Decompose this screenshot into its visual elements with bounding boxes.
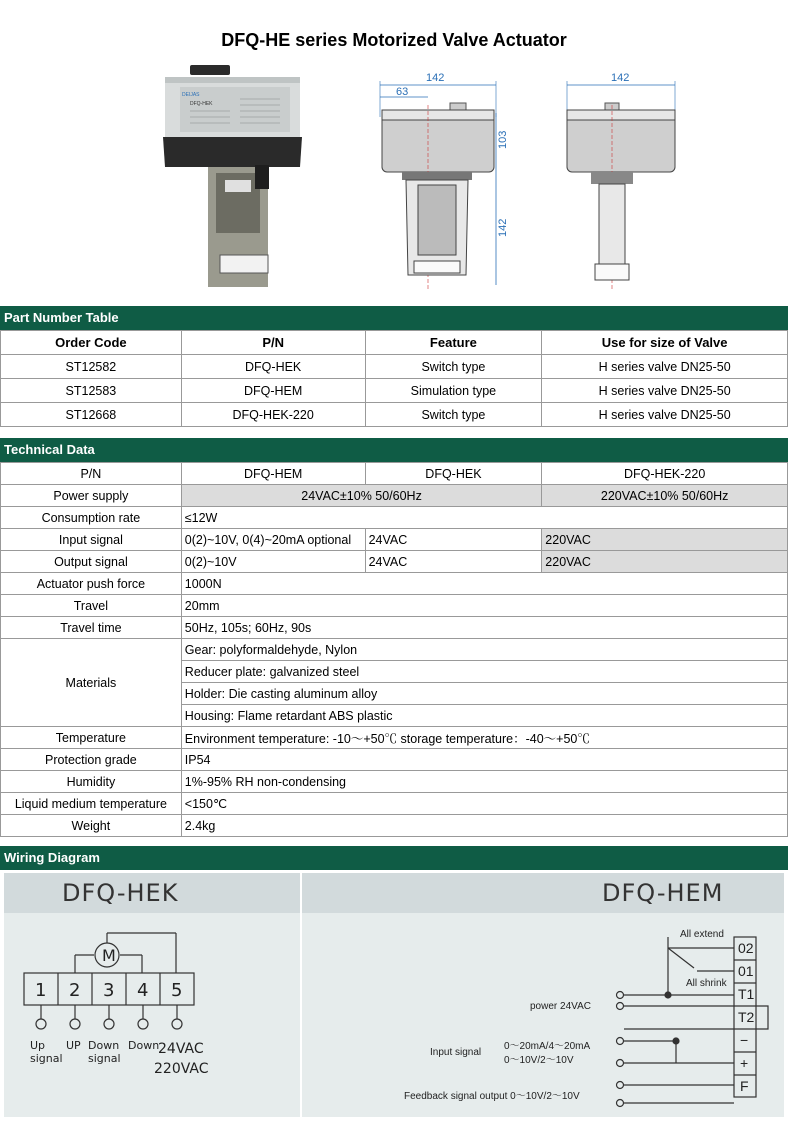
cell-valve-size: H series valve DN25-50: [542, 355, 788, 379]
material-item: Holder: Die casting aluminum alloy: [181, 683, 787, 705]
dim-stem-height: 142: [497, 218, 509, 237]
input-signal-hek-220: 220VAC: [542, 529, 788, 551]
terminal-1: 1: [35, 980, 47, 1001]
hem-terminal-plus: +: [740, 1055, 749, 1071]
hem-terminal-02: 02: [738, 940, 754, 956]
hem-wiring-schematic: [302, 913, 784, 1117]
output-signal-hek: 24VAC: [365, 551, 542, 573]
model-hek: DFQ-HEK: [365, 463, 542, 485]
row-label: Protection grade: [1, 749, 182, 771]
table-row: [1, 771, 788, 793]
side-dimension-drawing: [555, 65, 690, 290]
label-input-option-1: 0～20mA/4～20mA: [504, 1041, 591, 1052]
travel-value: 20mm: [181, 595, 787, 617]
cell-pn: DFQ-HEK-220: [181, 403, 365, 427]
hem-terminal-t1: T1: [738, 986, 755, 1002]
row-label: Consumption rate: [1, 507, 182, 529]
hem-terminal-minus: −: [740, 1032, 749, 1048]
table-row: [1, 379, 788, 403]
technical-section-title: Technical Data: [0, 438, 788, 462]
table-row: [1, 551, 788, 573]
row-label: Humidity: [1, 771, 182, 793]
liquid-temp-value: <150℃: [181, 793, 787, 815]
wiring-section-title: Wiring Diagram: [0, 846, 788, 870]
input-signal-hem: 0(2)~10V, 0(4)~20mA optional: [181, 529, 365, 551]
output-signal-hek-220: 220VAC: [542, 551, 788, 573]
table-header-row: [1, 331, 788, 355]
cell-valve-size: H series valve DN25-50: [542, 379, 788, 403]
cell-pn: DFQ-HEM: [181, 379, 365, 403]
label-all-shrink: All shrink: [686, 978, 727, 989]
table-row: [1, 485, 788, 507]
technical-data-table: [0, 462, 788, 837]
photo-model: DFQ-HEK: [190, 101, 213, 107]
label-up-signal-1: Up: [30, 1039, 46, 1052]
dim-side-width: 142: [611, 72, 630, 84]
row-label: P/N: [1, 463, 182, 485]
dim-body-height: 103: [497, 130, 509, 149]
temperature-value: Environment temperature: -10～+50℃ storage temperature：-40～+50℃: [181, 727, 787, 749]
part-number-section-title: Part Number Table: [0, 306, 788, 330]
cell-feature: Simulation type: [365, 379, 542, 403]
header-valve-size: Use for size of Valve: [542, 331, 788, 355]
material-item: Housing: Flame retardant ABS plastic: [181, 705, 787, 727]
travel-time-value: 50Hz, 105s; 60Hz, 90s: [181, 617, 787, 639]
cell-pn: DFQ-HEK: [181, 355, 365, 379]
row-label: Input signal: [1, 529, 182, 551]
row-label: Weight: [1, 815, 182, 837]
input-signal-hek: 24VAC: [365, 529, 542, 551]
table-row: [1, 595, 788, 617]
protection-value: IP54: [181, 749, 787, 771]
weight-value: 2.4kg: [181, 815, 787, 837]
terminal-3: 3: [103, 980, 115, 1001]
row-label: Output signal: [1, 551, 182, 573]
row-label: Actuator push force: [1, 573, 182, 595]
table-row: [1, 355, 788, 379]
table-row: [1, 727, 788, 749]
hem-terminal-t2: T2: [738, 1009, 755, 1025]
table-row: [1, 403, 788, 427]
dim-width-top: 142: [426, 72, 445, 84]
cell-order-code: ST12668: [1, 403, 182, 427]
page-title: DFQ-HE series Motorized Valve Actuator: [221, 30, 567, 50]
hem-title: DFQ-HEM: [602, 879, 724, 907]
table-row: [1, 463, 788, 485]
label-220vac: 220VAC: [154, 1061, 209, 1077]
table-row: [1, 639, 788, 661]
row-label: Travel: [1, 595, 182, 617]
label-24vac: 24VAC: [158, 1041, 204, 1057]
label-input-option-2: 0～10V/2～10V: [504, 1055, 574, 1066]
row-label: Travel time: [1, 617, 182, 639]
terminal-2: 2: [69, 980, 81, 1001]
cell-order-code: ST12582: [1, 355, 182, 379]
photo-brand: DEIJAS: [182, 92, 200, 98]
wiring-diagram: [4, 873, 784, 1117]
part-number-table: [0, 330, 788, 427]
cell-order-code: ST12583: [1, 379, 182, 403]
product-photo: [160, 65, 310, 290]
dim-offset: 63: [396, 86, 409, 98]
table-row: [1, 617, 788, 639]
label-feedback: Feedback signal output 0～10V/2～10V: [404, 1091, 580, 1102]
table-row: [1, 793, 788, 815]
label-down: Down: [128, 1039, 160, 1052]
cell-feature: Switch type: [365, 355, 542, 379]
humidity-value: 1%-95% RH non-condensing: [181, 771, 787, 793]
table-row: [1, 573, 788, 595]
row-label: Materials: [1, 639, 182, 727]
header-order-code: Order Code: [1, 331, 182, 355]
label-down-signal-1: Down: [88, 1039, 120, 1052]
model-hem: DFQ-HEM: [181, 463, 365, 485]
terminal-4: 4: [137, 980, 149, 1001]
row-label: Temperature: [1, 727, 182, 749]
terminal-5: 5: [171, 980, 183, 1001]
output-signal-hem: 0(2)~10V: [181, 551, 365, 573]
material-item: Reducer plate: galvanized steel: [181, 661, 787, 683]
label-up: UP: [66, 1039, 81, 1052]
cell-feature: Switch type: [365, 403, 542, 427]
front-dimension-drawing: [370, 65, 520, 290]
label-input-signal: Input signal: [430, 1047, 482, 1058]
header-feature: Feature: [365, 331, 542, 355]
row-label: Liquid medium temperature: [1, 793, 182, 815]
row-label: Power supply: [1, 485, 182, 507]
cell-valve-size: H series valve DN25-50: [542, 403, 788, 427]
header-pn: P/N: [181, 331, 365, 355]
power-supply-24: 24VAC±10% 50/60Hz: [181, 485, 542, 507]
label-power: power 24VAC: [530, 1001, 591, 1012]
model-hek-220: DFQ-HEK-220: [542, 463, 788, 485]
consumption-value: ≤12W: [181, 507, 787, 529]
motor-symbol: M: [102, 946, 116, 965]
hek-wiring-schematic: [4, 913, 300, 1117]
hem-terminal-01: 01: [738, 963, 754, 979]
hem-terminal-f: F: [740, 1078, 749, 1094]
label-up-signal-2: signal: [30, 1052, 63, 1065]
table-row: [1, 749, 788, 771]
label-down-signal-2: signal: [88, 1052, 121, 1065]
push-force-value: 1000N: [181, 573, 787, 595]
power-supply-220: 220VAC±10% 50/60Hz: [542, 485, 788, 507]
hek-title: DFQ-HEK: [62, 879, 179, 907]
table-row: [1, 815, 788, 837]
table-row: [1, 529, 788, 551]
label-all-extend: All extend: [680, 929, 724, 940]
table-row: [1, 507, 788, 529]
material-item: Gear: polyformaldehyde, Nylon: [181, 639, 787, 661]
